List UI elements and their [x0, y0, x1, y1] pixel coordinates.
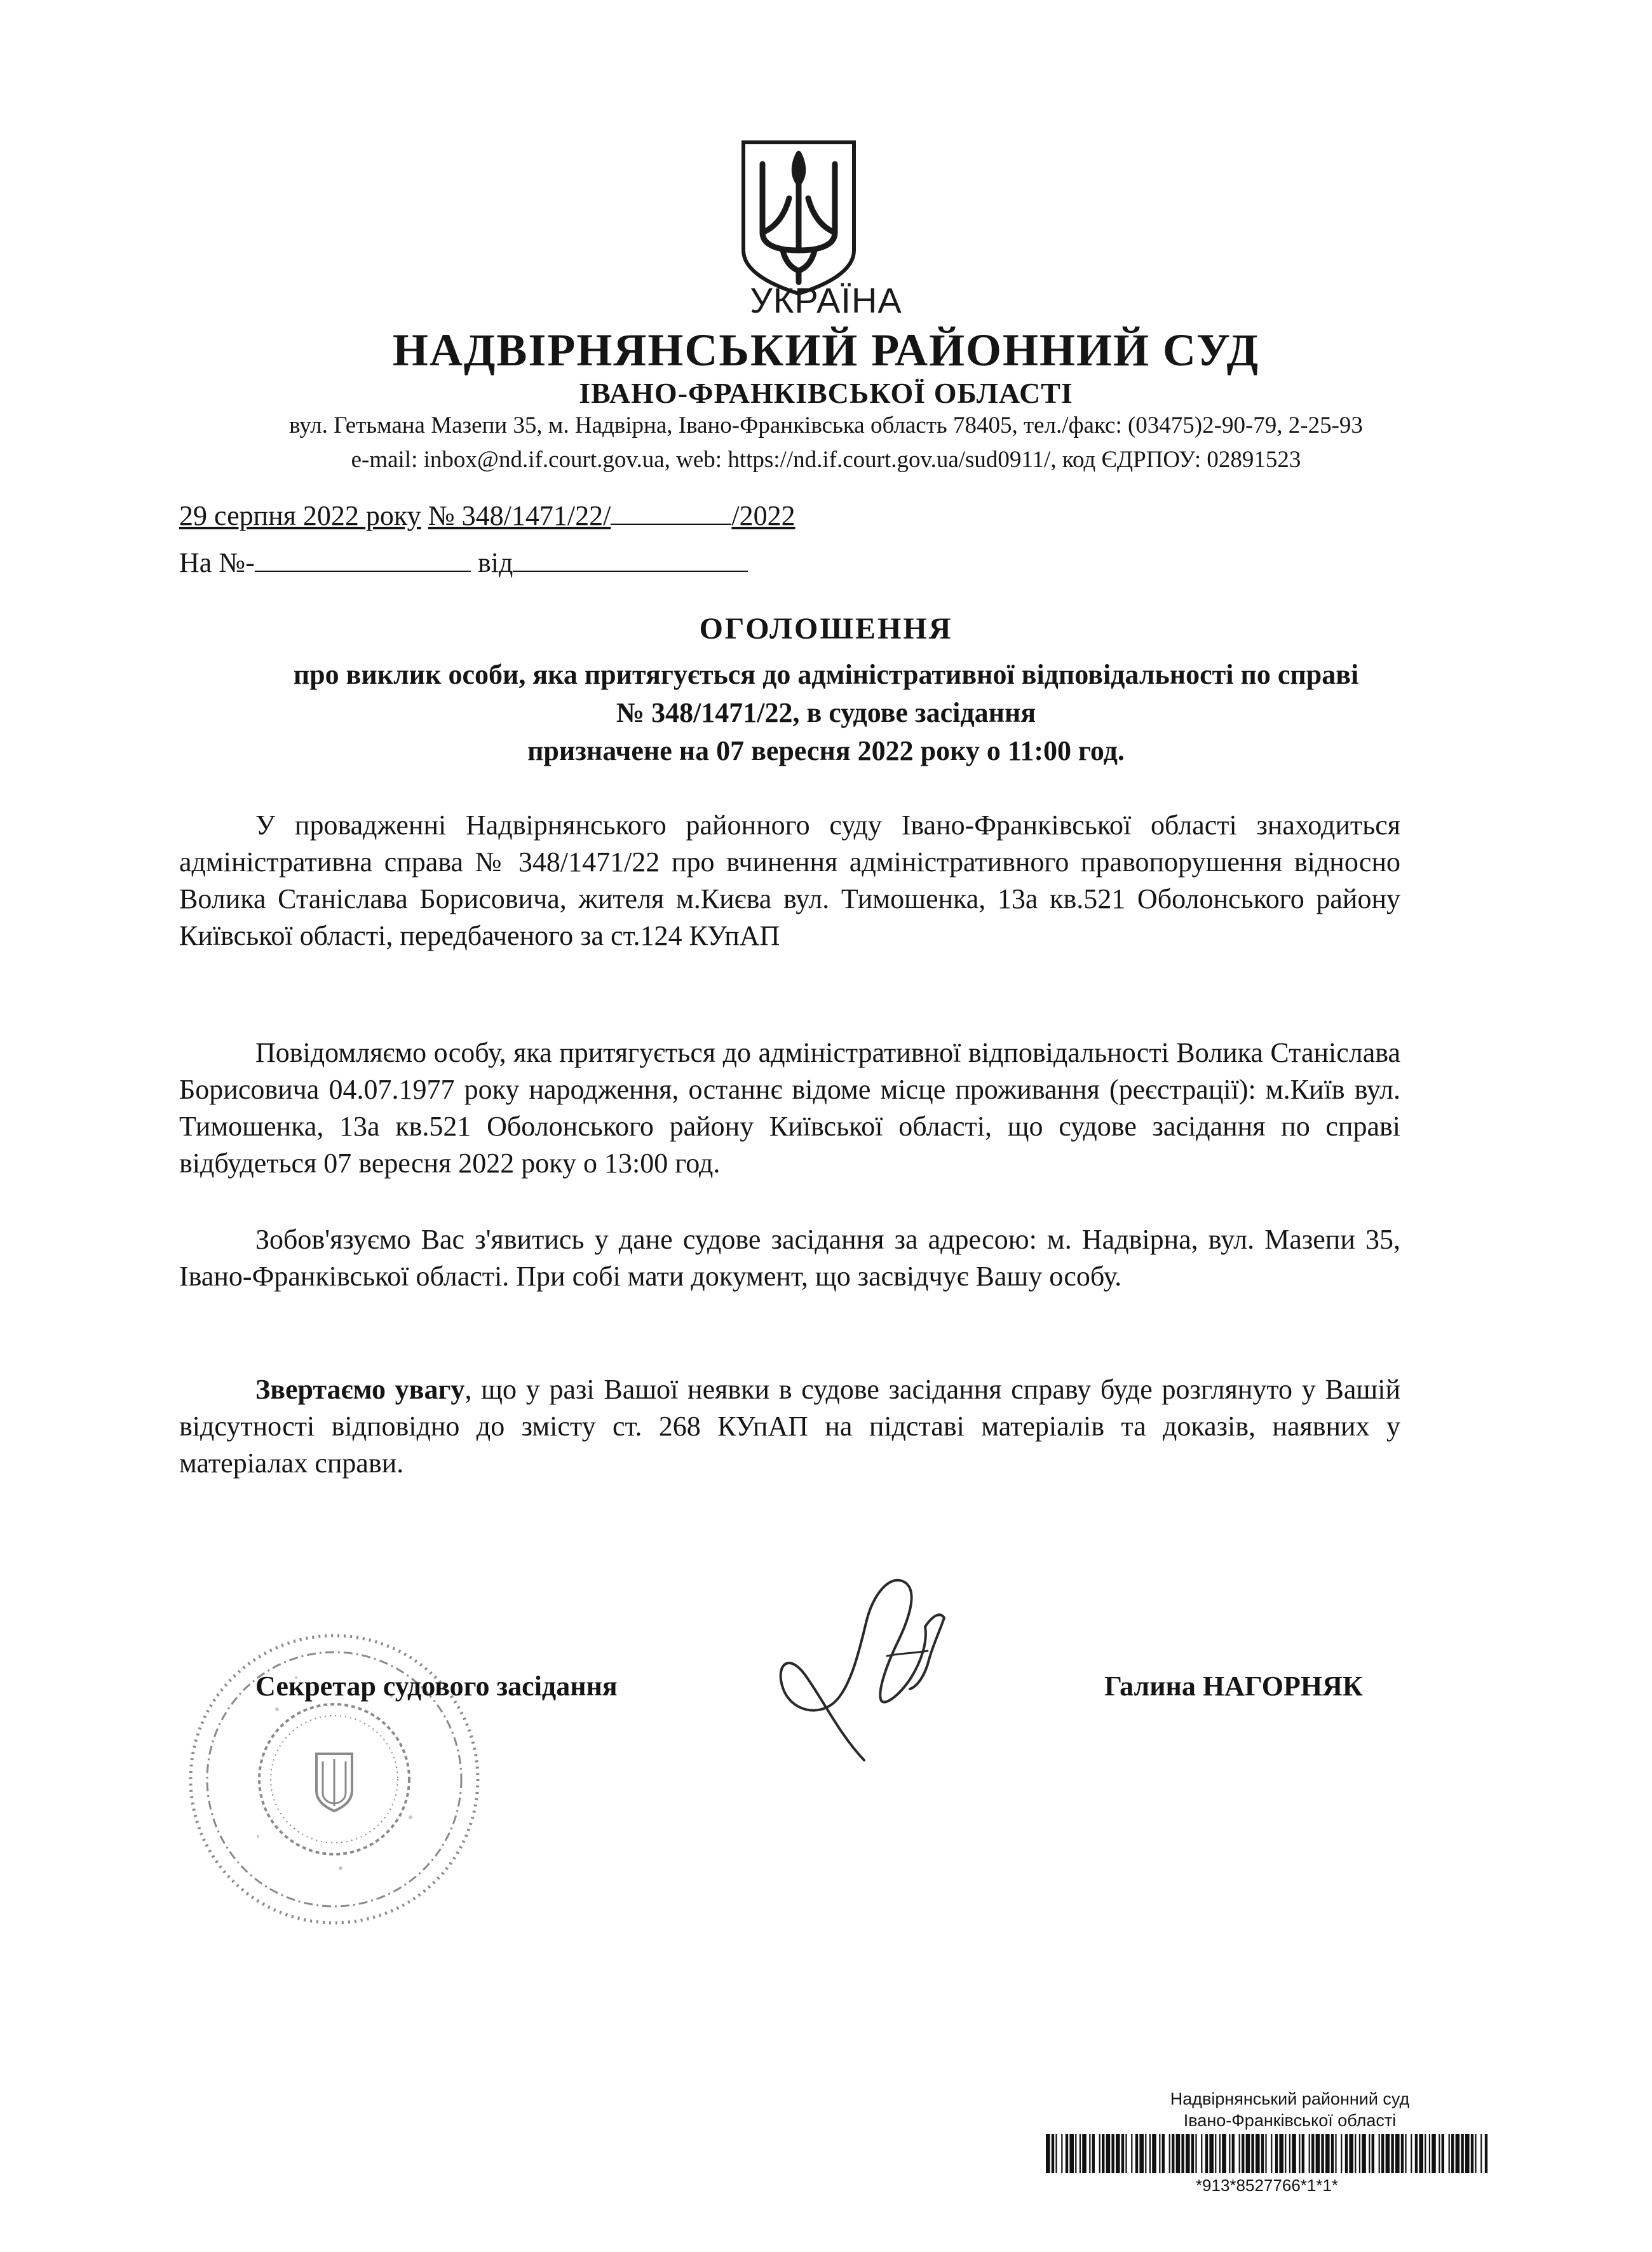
document-number-blank — [611, 501, 731, 525]
handwritten-signature-icon — [769, 1576, 972, 1767]
paragraph-1-text: У провадженні Надвірнянського районного суду Івано-Франківської області знаходиться адміністративна справа № 348/1471/22 про вчинення адміністративного правопорушення відносно Волика Станіслава Борисовича, жителя м.Києва вул. Тимошенка, 13а кв.521 Оболонського району Київської області, передбаченого за ст.124 КУпАП — [179, 810, 1400, 951]
barcode-number: *913*8527766*1*1* — [1195, 2176, 1339, 2195]
body-paragraph-3 — [179, 1221, 1400, 1295]
court-address: вул. Гетьмана Мазепи 35, м. Надвірна, Івано-Франківська область 78405, тел./факс: (03475)2-90-79, 2-25-93 — [289, 412, 1363, 438]
notice-title: ОГОЛОШЕННЯ — [699, 612, 953, 646]
document-number-prefix: № 348/1471/22/ — [428, 500, 611, 531]
document-number-suffix: /2022 — [731, 500, 796, 531]
document-date: 29 серпня 2022 року — [179, 500, 421, 531]
paragraph-2-text: Повідомляємо особу, яка притягується до адміністративної відповідальності Волика Станіслава Борисовича 04.07.1977 року народження, останнє відоме місце проживання (реєстрації): м.Київ вул. Тимошенка, 13а кв.521 Оболонського району Київської області, що судове засідання по справі відбудеться 07 вересня 2022 року о 13:00 год. — [179, 1037, 1400, 1179]
court-name: НАДВІРНЯНСЬКИЙ РАЙОННИЙ СУД — [392, 325, 1260, 376]
barcode-icon — [1045, 2134, 1489, 2173]
body-paragraph-1 — [179, 807, 1400, 954]
paragraph-4-rest: , що у разі Вашої неявки в судове засідання справу буде розглянуто у Вашій відсутності відповідно до змісту ст. 268 КУпАП на підставі матеріалів та доказів, наявних у матеріалах справи. — [179, 1374, 1401, 1479]
paragraph-4-text — [179, 1371, 1400, 1482]
incoming-reference-line — [179, 546, 748, 579]
reply-date-label: від — [477, 547, 513, 578]
footer-court-region: Івано-Франківської області — [1183, 2111, 1397, 2130]
notice-subtitle-line-2: № 348/1471/22, в судове засідання — [616, 697, 1036, 728]
outgoing-reference-line — [179, 499, 796, 532]
court-contacts: e-mail: inbox@nd.if.court.gov.ua, web: https://nd.if.court.gov.ua/sud0911/, код ЄДРПОУ: 02891523 — [351, 447, 1301, 473]
body-paragraph-4 — [179, 1371, 1400, 1482]
notice-subtitle-line-3: призначене на 07 вересня 2022 року о 11:00 год. — [527, 735, 1125, 766]
trident-coat-of-arms-icon — [738, 137, 859, 296]
body-paragraph-2 — [179, 1034, 1400, 1182]
notice-subtitle-line-1: про виклик особи, яка притягується до адміністративної відповідальності по справі — [293, 659, 1359, 690]
footer-court-name: Надвірнянський районний суд — [1170, 2089, 1410, 2108]
country-name: УКРАЇНА — [750, 280, 902, 320]
signer-name: Галина НАГОРНЯК — [1104, 1671, 1363, 1702]
signer-position: Секретар судового засідання — [255, 1671, 618, 1702]
court-region: ІВАНО-ФРАНКІВСЬКОЇ ОБЛАСТІ — [579, 377, 1073, 409]
attention-emphasis: Звертаємо увагу — [255, 1374, 465, 1405]
reply-number-label: На №- — [179, 547, 255, 578]
paragraph-3-text: Зобов'язуємо Вас з'явитись у дане судове засідання за адресою: м. Надвірна, вул. Мазепи 35, Івано-Франківської області. При собі мати документ, що засвідчує Вашу особу. — [179, 1224, 1400, 1292]
reply-number-blank — [255, 548, 471, 572]
reply-date-blank — [513, 548, 748, 572]
